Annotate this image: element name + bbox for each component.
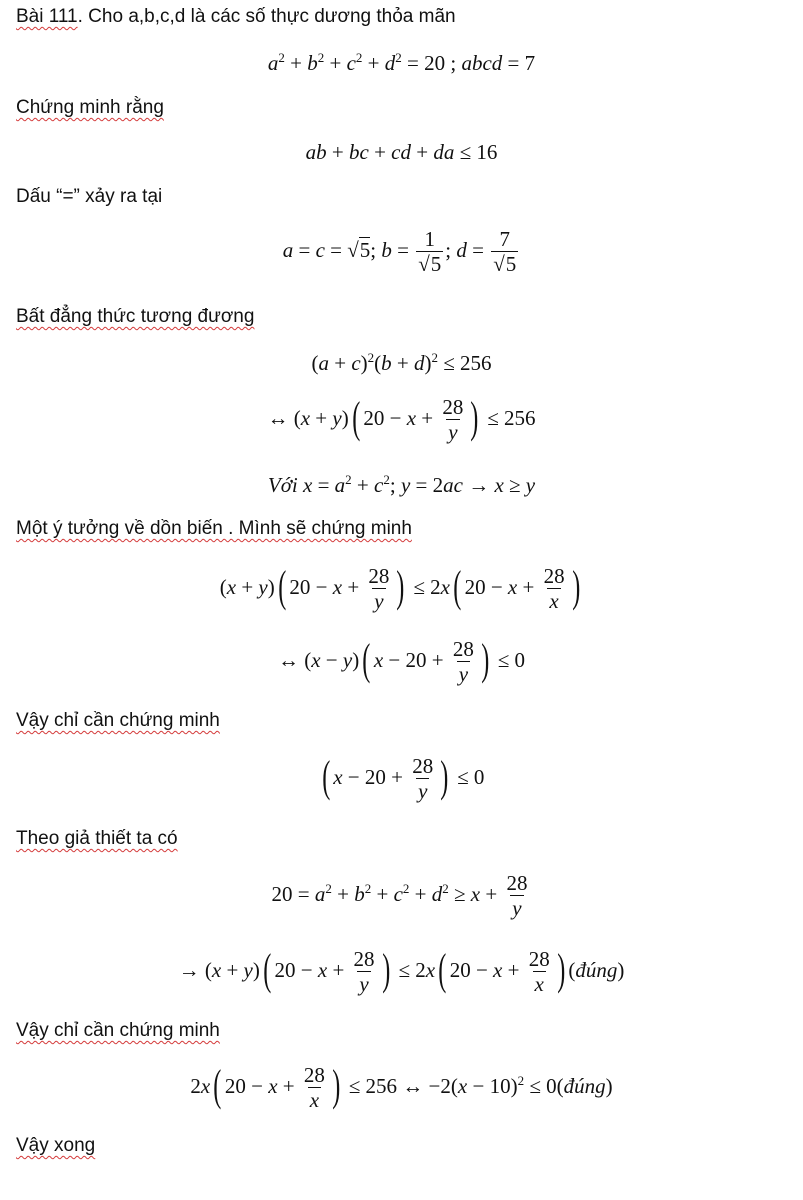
equation-7: $20 = a^2 + b^2 + c^2 + d^2 \ge x$ + $\frac{28}{y}$ [271, 871, 528, 921]
equation-8: → (x + y)( 20 − x + $\frac{28}{y}$ ) ≤ 2x( 20 − x + $\frac{28}{x}$ ) (đúng) [178, 945, 625, 997]
equation-5: ↔ (x − y)( x − 20 + $\frac{28}{y}$ ) ≤ 0 [277, 635, 526, 687]
done-label: Vậy xong [16, 1135, 96, 1156]
equivalent-label: Bất đẳng thức tương đương [16, 306, 255, 327]
equality-case: a = c = √5; b = $\frac{1}{√5}$ ; d = $\frac{7}{√5}$ [282, 227, 517, 277]
equality-label: Dấu “=” xảy ra tại [16, 186, 163, 207]
so-prove-label-1: Vậy chỉ cần chứng minh [16, 710, 220, 731]
equation-1: $(a + c)^2(b + d)^2 \le 256$ [311, 350, 492, 375]
equation-6: ( x − 20 + $\frac{28}{y}$ ) ≤ 0 [321, 752, 485, 804]
equation-2: ↔ (x + y)( 20 − x + $\frac{28}{y}$ ) ≤ 256 [267, 393, 536, 445]
so-prove-label-2: Vậy chỉ cần chứng minh [16, 1020, 220, 1041]
equation-9: 2x( 20 − x + $\frac{28}{x}$ ) ≤ 256 ↔ $-2(x - 10)^2$ ≤ 0(đúng) [190, 1061, 613, 1113]
given-condition: $a^2 + b^2 + c^2 + d^2 = 20$ ; abcd = 7 [267, 50, 536, 75]
problem-number: Bài 111 [16, 6, 78, 27]
equation-3: Với $x = a^2 + c^2$; y = 2ac → x ≥ y [267, 472, 536, 497]
equation-4: (x + y)( 20 − x + $\frac{28}{y}$ ) ≤ 2x( 20 − x + $\frac{28}{x}$ ) [219, 562, 580, 614]
problem-title-rest: . Cho a,b,c,d là các số thực dương thỏa mãn [77, 6, 456, 27]
prove-label: Chứng minh rằng [16, 97, 164, 118]
main-inequality: ab + bc + cd + da ≤ 16 [305, 140, 498, 164]
problem-title [16, 6, 456, 28]
idea-label: Một ý tưởng về dồn biến . Mình sẽ chứng minh [16, 518, 412, 539]
hypothesis-label: Theo giả thiết ta có [16, 828, 178, 849]
